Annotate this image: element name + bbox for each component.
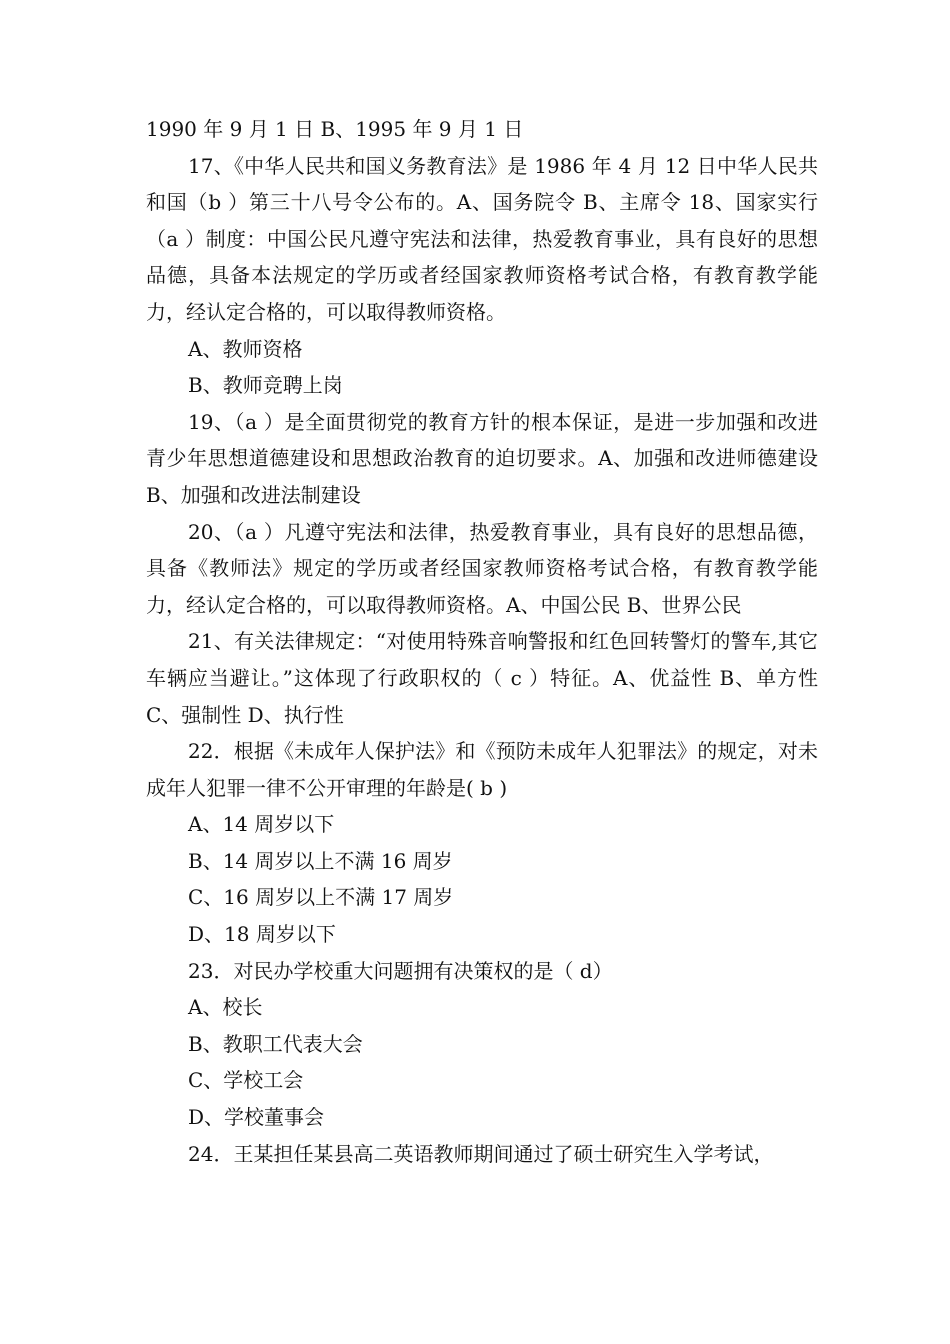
option-23-a: A、校长 [188,995,263,1020]
option-22-d: D、18 周岁以下 [188,922,336,947]
paragraph-question-24: 24．王某担任某县高二英语教师期间通过了硕士研究生入学考试， [188,1141,774,1166]
paragraph-question-22: 22．根据《未成年人保护法》和《预防未成年人犯罪法》的规定，对未成年人犯罪一律不公开审理的年龄是( b ) [146,739,818,800]
option-18-a: A、教师资格 [188,336,303,361]
paragraph-question-19: 19、（a ）是全面贯彻党的教育方针的根本保证，是进一步加强和改进青少年思想道德建设和思想政治教育的迫切要求。A、加强和改进师德建设 B、加强和改进法制建设 [146,409,818,507]
option-22-a: A、14 周岁以下 [188,812,335,837]
paragraph-date-options: 1990 年 9 月 1 日 B、1995 年 9 月 1 日 [146,117,524,141]
option-23-c: C、学校工会 [188,1068,304,1093]
option-18-b: B、教师竞聘上岗 [188,373,343,398]
paragraph-question-17-18: 17、《中华人民共和国义务教育法》是 1986 年 4 月 12 日中华人民共和国（b ）第三十八号令公布的。A、国务院令 B、主席令 18、国家实行（a ）制度：中国公民凡遵守宪法和法律，热爱教育事业，具有良好的思想品德，具备本法规定的学历或者经国家教师资格考试合格，有教育教学能力，经认定合格的，可以取得教师资格。 [146,153,818,324]
document-body [146,111,818,1172]
option-22-b: B、14 周岁以上不满 16 周岁 [188,848,453,873]
option-23-d: D、学校董事会 [188,1105,325,1130]
option-23-b: B、教职工代表大会 [188,1031,363,1056]
option-22-c: C、16 周岁以上不满 17 周岁 [188,885,454,910]
paragraph-question-21: 21、有关法律规定：“对使用特殊音响警报和红色回转警灯的警车,其它车辆应当避让。”这体现了行政职权的（ c ）特征。A、优益性 B、单方性 C、强制性 D、执行性 [146,629,818,727]
paragraph-question-23: 23．对民办学校重大问题拥有决策权的是（ d） [188,958,613,983]
paragraph-question-20: 20、（a ）凡遵守宪法和法律，热爱教育事业，具有良好的思想品德，具备《教师法》规定的学历或者经国家教师资格考试合格，有教育教学能力，经认定合格的，可以取得教师资格。A、中国公民 B、世界公民 [146,519,818,617]
